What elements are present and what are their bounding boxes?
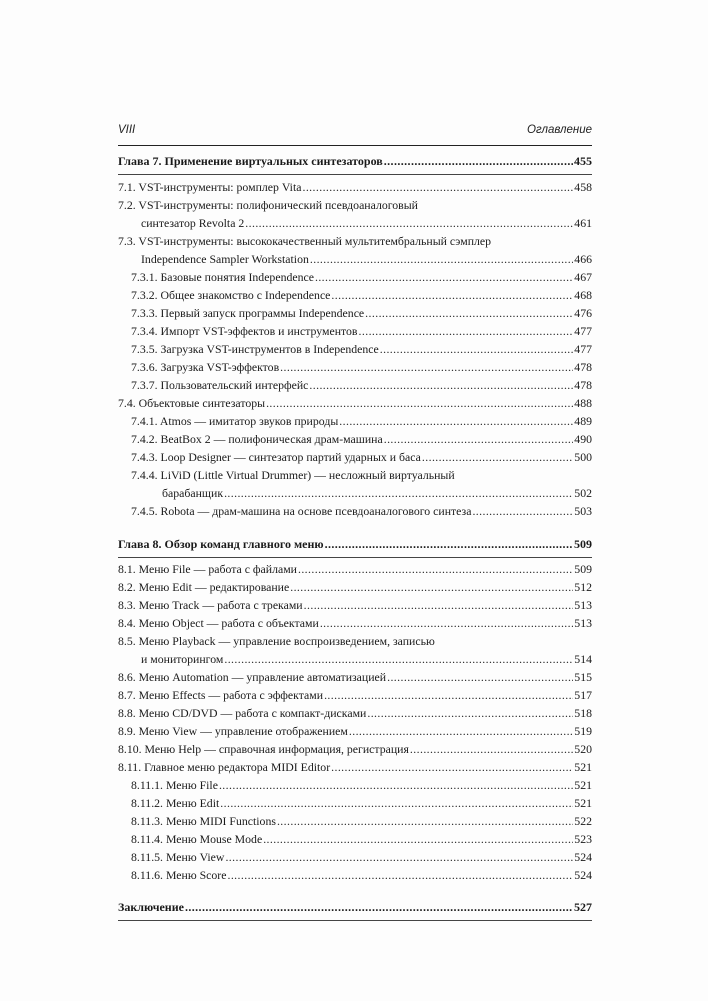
toc-entry: синтезатор Revolta 2 ..... 461 bbox=[141, 216, 592, 231]
running-header bbox=[118, 124, 592, 140]
toc-entry: 8.11.3. Меню MIDI Functions ..... 522 bbox=[131, 814, 592, 829]
page-number: VIII bbox=[118, 124, 136, 136]
toc-entry: 8.6. Меню Automation — управление автоматизацией ..... 515 bbox=[118, 670, 592, 685]
section-title: Оглавление bbox=[527, 124, 592, 136]
toc-entry: 7.4.1. Atmos — имитатор звуков природы ..... 489 bbox=[131, 414, 592, 429]
toc-entry: 7.3.5. Загрузка VST-инструментов в Independence ..... 477 bbox=[131, 342, 592, 357]
toc-entry: 7.3.7. Пользовательский интерфейс ..... 478 bbox=[131, 378, 592, 393]
toc-entry: 8.11.5. Меню View ..... 524 bbox=[131, 850, 592, 865]
chapter-7-rule bbox=[118, 174, 592, 175]
toc-entry: 7.3. VST-инструменты: высококачественный мультитембральный сэмплер bbox=[118, 234, 492, 248]
toc-entry: 8.9. Меню View — управление отображением ..... 519 bbox=[118, 724, 592, 739]
toc-entry: 8.3. Меню Track — работа с треками ..... 513 bbox=[118, 598, 592, 613]
toc-entry: 7.4.4. LiViD (Little Virtual Drummer) — несложный виртуальный bbox=[131, 468, 455, 482]
toc-entry: 8.11.4. Меню Mouse Mode ..... 523 bbox=[131, 832, 592, 847]
toc-entry: 8.11.1. Меню File ..... 521 bbox=[131, 778, 592, 793]
toc-entry: 7.4.2. BeatBox 2 — полифоническая драм-машина ..... 490 bbox=[131, 432, 592, 447]
toc-entry: 7.4.3. Loop Designer — синтезатор партий ударных и баса ..... 500 bbox=[131, 450, 592, 465]
toc-chapter-7: Глава 7. Применение виртуальных синтезаторов ..... 455 bbox=[118, 154, 592, 169]
toc-entry: 7.3.3. Первый запуск программы Independence ..... 476 bbox=[131, 306, 592, 321]
toc-entry: 8.8. Меню CD/DVD — работа с компакт-дисками ..... 518 bbox=[118, 706, 592, 721]
toc-entry: 8.11.2. Меню Edit ..... 521 bbox=[131, 796, 592, 811]
toc-entry: 7.3.4. Импорт VST-эффектов и инструментов ..... 477 bbox=[131, 324, 592, 339]
toc-entry: барабанщик ..... 502 bbox=[162, 486, 592, 501]
toc-entry: 8.1. Меню File — работа с файлами ..... 509 bbox=[118, 562, 592, 577]
toc-entry: 7.2. VST-инструменты: полифонический псевдоаналоговый bbox=[118, 198, 418, 212]
toc-entry: 7.3.6. Загрузка VST-эффектов ..... 478 bbox=[131, 360, 592, 375]
toc-entry: 8.4. Меню Object — работа с объектами ..... 513 bbox=[118, 616, 592, 631]
toc-entry: 7.3.1. Базовые понятия Independence ..... 467 bbox=[131, 270, 592, 285]
toc-entry: и мониторингом ..... 514 bbox=[141, 652, 592, 667]
toc-entry: 8.7. Меню Effects — работа с эффектами ..... 517 bbox=[118, 688, 592, 703]
conclusion-rule bbox=[118, 920, 592, 921]
toc-entry: 8.10. Меню Help — справочная информация, регистрация ..... 520 bbox=[118, 742, 592, 757]
header-rule bbox=[118, 145, 592, 146]
toc-entry: 8.11. Главное меню редактора MIDI Editor ..... 521 bbox=[118, 760, 592, 775]
toc-entry: 8.2. Меню Edit — редактирование ..... 512 bbox=[118, 580, 592, 595]
toc-entry: 7.3.2. Общее знакомство с Independence ..... 468 bbox=[131, 288, 592, 303]
toc-chapter-8: Глава 8. Обзор команд главного меню ..... 509 bbox=[118, 537, 592, 552]
toc-entry: 7.1. VST-инструменты: ромплер Vita ..... 458 bbox=[118, 180, 592, 195]
chapter-8-rule bbox=[118, 557, 592, 558]
toc-entry: 8.11.6. Меню Score ..... 524 bbox=[131, 868, 592, 883]
toc-entry: 7.4. Объектовые синтезаторы ..... 488 bbox=[118, 396, 592, 411]
toc-entry: 7.4.5. Robota — драм-машина на основе псевдоаналогового синтеза ..... 503 bbox=[131, 504, 592, 519]
toc-conclusion: Заключение ..... 527 bbox=[118, 900, 592, 915]
toc-entry: 8.5. Меню Playback — управление воспроизведением, записью bbox=[118, 634, 435, 648]
toc-entry: Independence Sampler Workstation ..... 466 bbox=[141, 252, 592, 267]
